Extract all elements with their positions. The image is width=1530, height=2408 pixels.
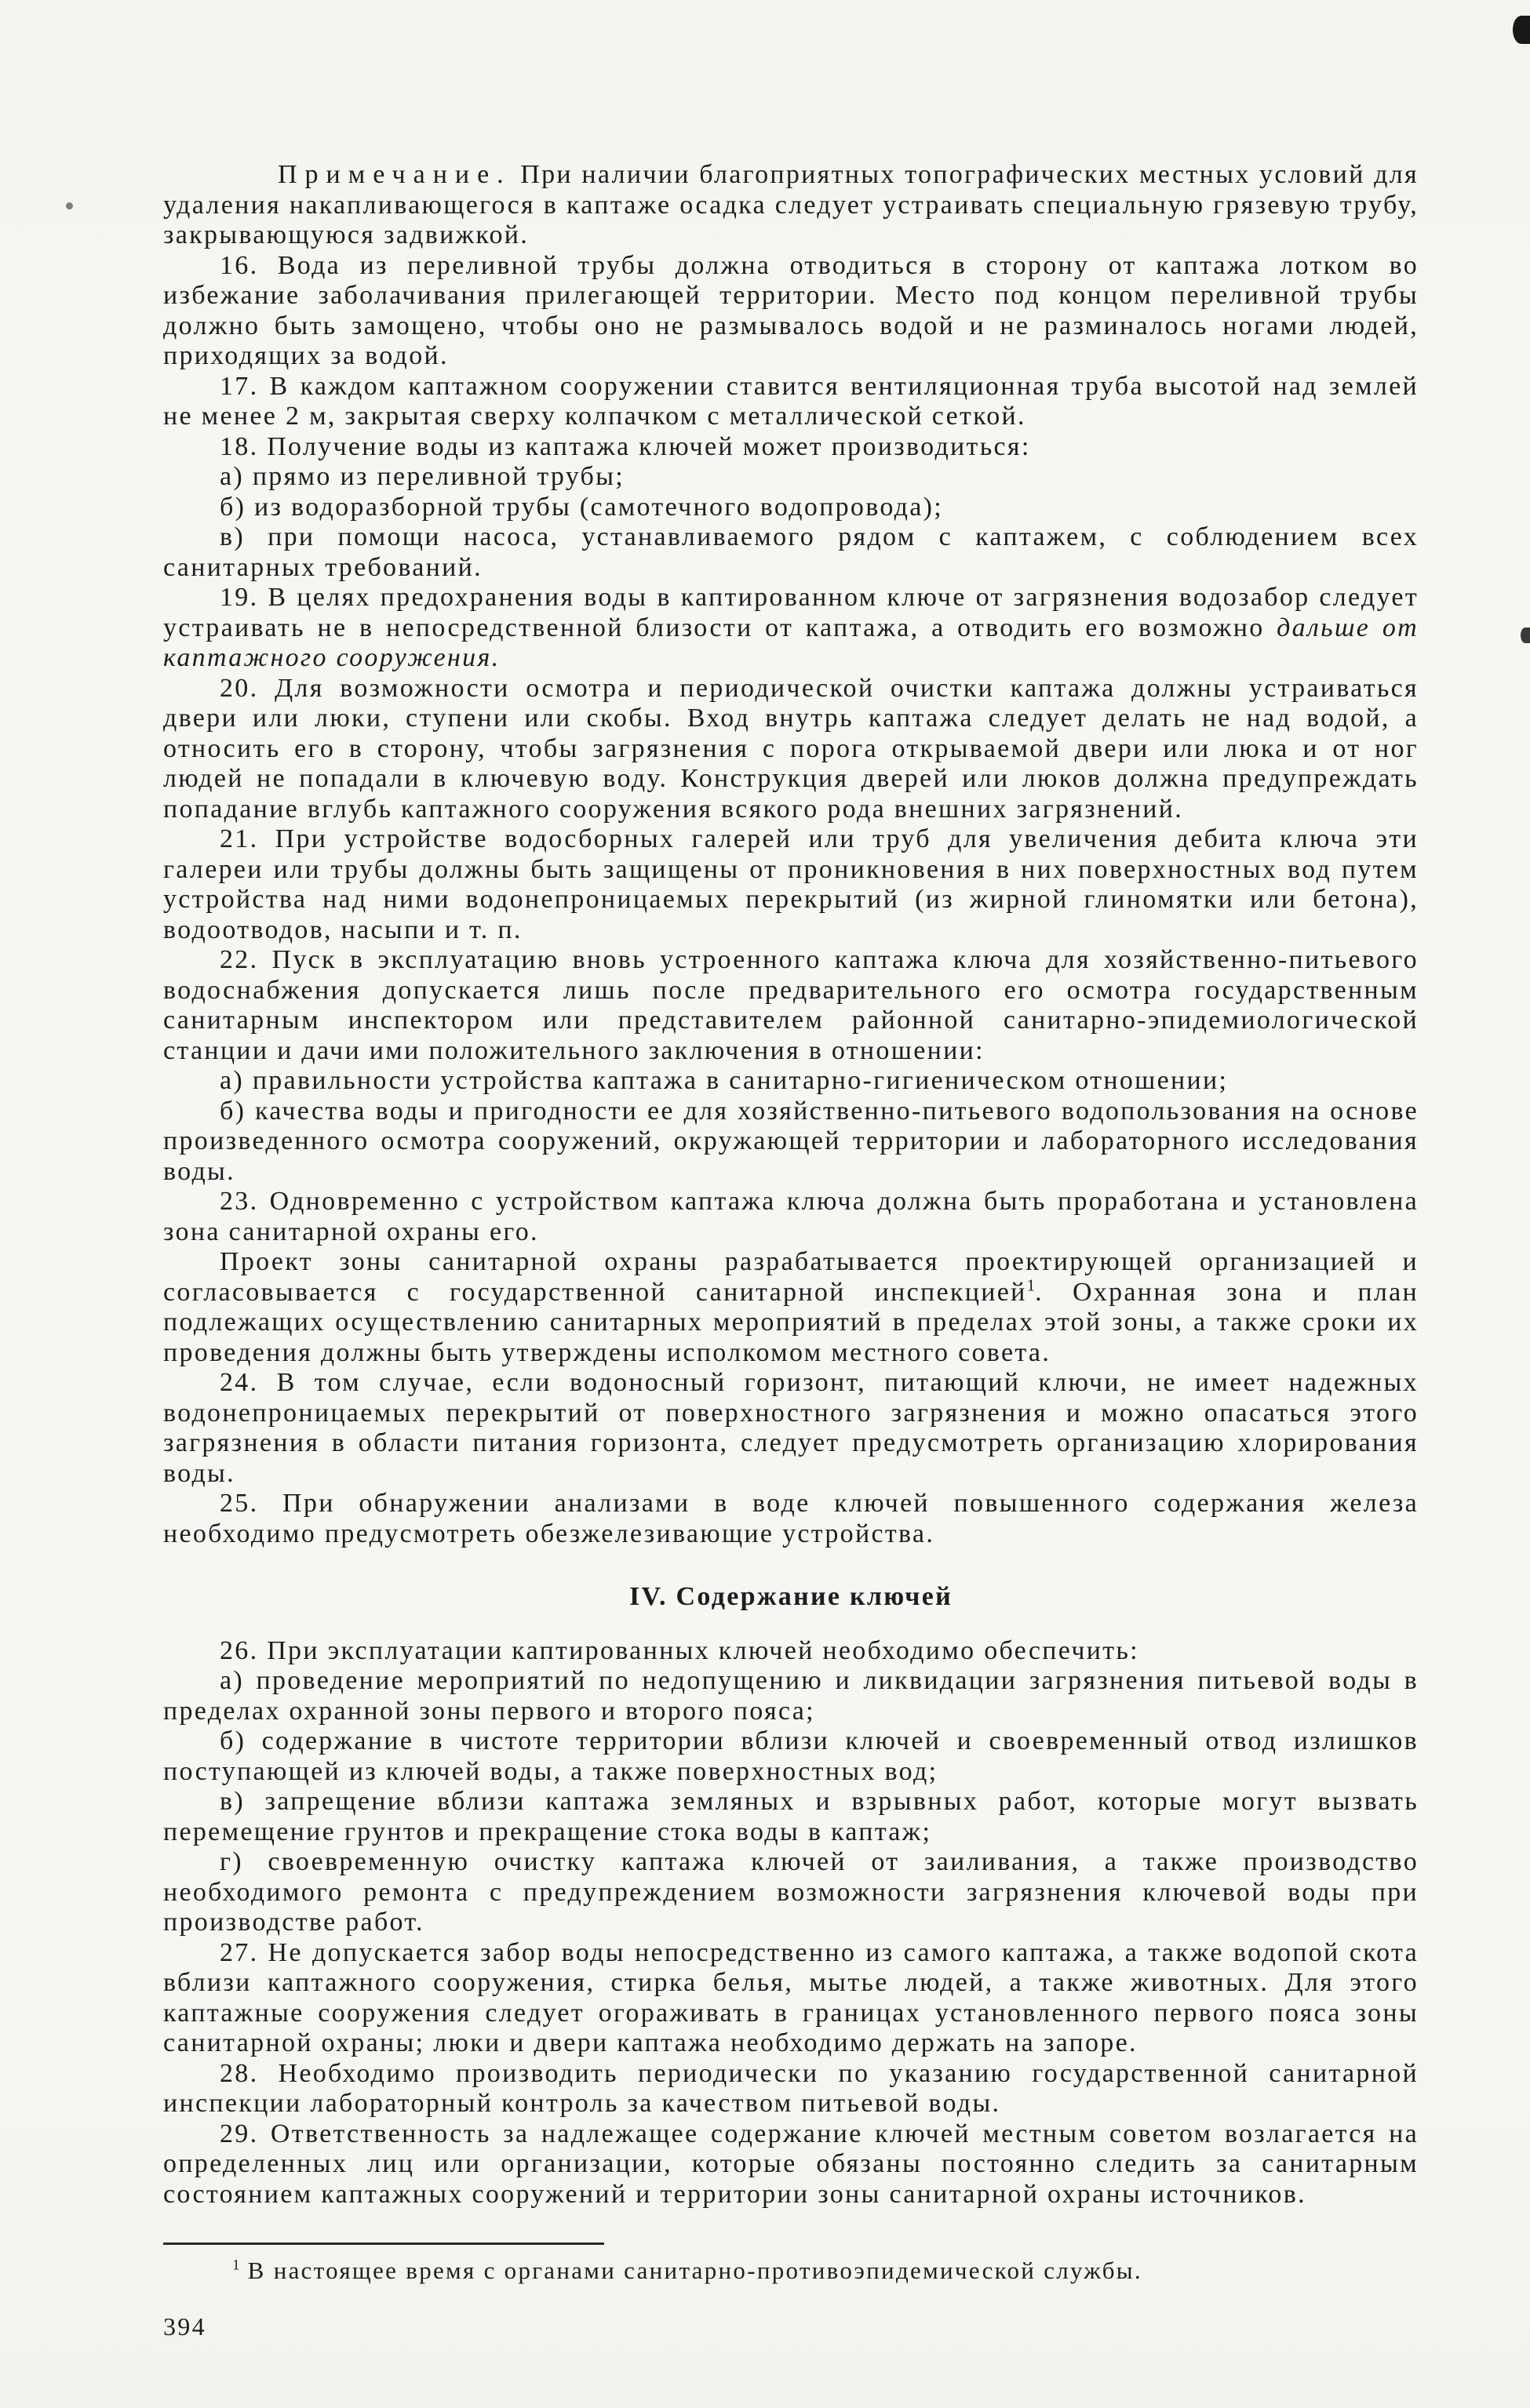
clause-26-item-a: а) проведение мероприятий по недопущению и ликвидации загрязнения питьевой воды в пределах охранной зоны первого и второго пояса; (163, 1666, 1419, 1726)
clause-19 (163, 583, 1419, 674)
clause-29: 29. Ответственность за надлежащее содержание ключей местным советом возлагается на определенных лиц или организации, которые обязаны постоянно следить за санитарным состоянием каптажных сооружений и территории зоны санитарной охраны источников. (163, 2119, 1419, 2209)
clause-18-item-v: в) при помощи насоса, устанавливаемого рядом с каптажем, с соблюдением всех санитарных требований. (163, 522, 1419, 582)
clause-20: 20. Для возможности осмотра и периодической очистки каптажа должны устраиваться двери или люки, ступени или скобы. Вход внутрь каптажа следует делать не над водой, а относить его в сторону, чтобы загрязнения с порога открываемой двери или люка и от ног людей не попадали в ключевую воду. Конструкция дверей или люков должна предупреждать попадание вглубь каптажного сооружения всякого рода внешних загрязнений. (163, 673, 1419, 824)
scan-artifact (66, 202, 73, 209)
clause-23-project (163, 1247, 1419, 1368)
footnote-reference: 1 (1026, 1275, 1036, 1295)
footnote-marker: 1 (232, 2257, 240, 2274)
clause-21: 21. При устройстве водосборных галерей или труб для увеличения дебита ключа эти галереи или трубы должны быть защищены от проникновения в них поверхностных вод путем устройства над ними водонепроницаемых перекрытий (из жирной глиномятки или бетона), водоотводов, насыпи и т. п. (163, 824, 1419, 944)
clause-25: 25. При обнаружении анализами в воде ключей повышенного содержания железа необходимо предусмотреть обезжелезивающие устройства. (163, 1489, 1419, 1548)
clause-26-item-g: г) своевременную очистку каптажа ключей от заиливания, а также производство необходимого ремонта с предупреждением возможности загрязнения ключевой воды при производстве работ. (163, 1847, 1419, 1937)
clause-18-item-b: б) из водоразборной трубы (самотечного водопровода); (220, 492, 944, 522)
clause-19-text: 19. В целях предохранения воды в каптированном ключе от загрязнения водозабор следует устраивать не в непосредственной близости от каптажа, а отводить его возможно (163, 583, 1419, 642)
clause-22-item-a: а) правильности устройства каптажа в санитарно-гигиеническом отношении; (220, 1066, 1229, 1095)
clause-22-item-b: б) качества воды и пригодности ее для хозяйственно-питьевого водопользования на основе произведенного осмотра сооружений, окружающей территории и лабораторного исследования воды. (163, 1096, 1419, 1186)
clause-26-item-v: в) запрещение вблизи каптажа земляных и взрывных работ, которые могут вызвать перемещение грунтов и прекращение стока воды в каптаж; (163, 1787, 1419, 1846)
clause-19-italic: дальше от каптажного сооружения. (163, 613, 1419, 672)
clause-24: 24. В том случае, если водоносный горизонт, питающий ключи, не имеет надежных водонепроницаемых перекрытий от поверхностного загрязнения и можно опасаться этого загрязнения в области питания горизонта, следует предусмотреть организацию хлорирования воды. (163, 1368, 1419, 1488)
section-heading: IV. Содержание ключей (628, 1582, 953, 1611)
clause-23: 23. Одновременно с устройством каптажа ключа должна быть проработана и установлена зона санитарной охраны его. (163, 1187, 1419, 1246)
page-text-block (163, 160, 1419, 2342)
note-text: При наличии благоприятных топографических местных условий для удаления накапливающегося в каптаже осадка следует устраивать специальную грязевую трубу, закрывающуюся задвижкой. (163, 160, 1419, 249)
note-label: Примечание. (278, 160, 512, 189)
clause-18: 18. Получение воды из каптажа ключей может производиться: (220, 431, 1031, 461)
clause-18-item-a: а) прямо из переливной трубы; (220, 462, 625, 491)
footnote-rule (163, 2242, 604, 2245)
clause-17: 17. В каждом каптажном сооружении ставится вентиляционная труба высотой над землей не менее 2 м, закрытая сверху колпачком с металлической сеткой. (163, 371, 1419, 431)
clause-23-project-text-after: . Охранная зона и план подлежащих осуществлению санитарных мероприятий в пределах этой зоны, а также сроки их проведения должны быть утверждены исполкомом местного совета. (163, 1277, 1419, 1367)
page-number: 394 (163, 2312, 206, 2341)
note-paragraph (163, 160, 1419, 251)
clause-28: 28. Необходимо производить периодически по указанию государственной санитарной инспекции лабораторный контроль за качеством питьевой воды. (163, 2058, 1419, 2118)
clause-27: 27. Не допускается забор воды непосредственно из самого каптажа, а также водопой скота вблизи каптажного сооружения, стирка белья, мытье людей, а также животных. Для этого каптажные сооружения следует огораживать в границах установленного первого пояса зоны санитарной охраны; люки и двери каптажа необходимо держать на запоре. (163, 1937, 1419, 2057)
clause-26-item-b: б) содержание в чистоте территории вблизи ключей и своевременный отвод излишков поступающей из ключей воды, а также поверхностных вод; (163, 1726, 1419, 1786)
clause-26: 26. При эксплуатации каптированных ключей необходимо обеспечить: (220, 1635, 1139, 1665)
clause-16: 16. Вода из переливной трубы должна отводиться в сторону от каптажа лотком во избежание заболачивания прилегающей территории. Место под концом переливной трубы должно быть замощено, чтобы оно не размывалось водой и не разминалось ногами людей, приходящих за водой. (163, 250, 1419, 370)
scan-artifact (1513, 16, 1530, 44)
scan-artifact (1521, 627, 1530, 643)
clause-22: 22. Пуск в эксплуатацию вновь устроенного каптажа ключа для хозяйственно-питьевого водоснабжения допускается лишь после предварительного его осмотра государственным санитарным инспектором или представителем районной санитарно-эпидемиологической станции и дачи ими положительного заключения в отношении: (163, 945, 1419, 1065)
footnote (163, 2256, 1419, 2285)
footnote-text: В настоящее время с органами санитарно-противоэпидемической службы. (247, 2257, 1142, 2284)
clause-23-project-text: Проект зоны санитарной охраны разрабатывается проектирующей организацией и согласовывается с государственной санитарной инспекцией (163, 1247, 1419, 1307)
